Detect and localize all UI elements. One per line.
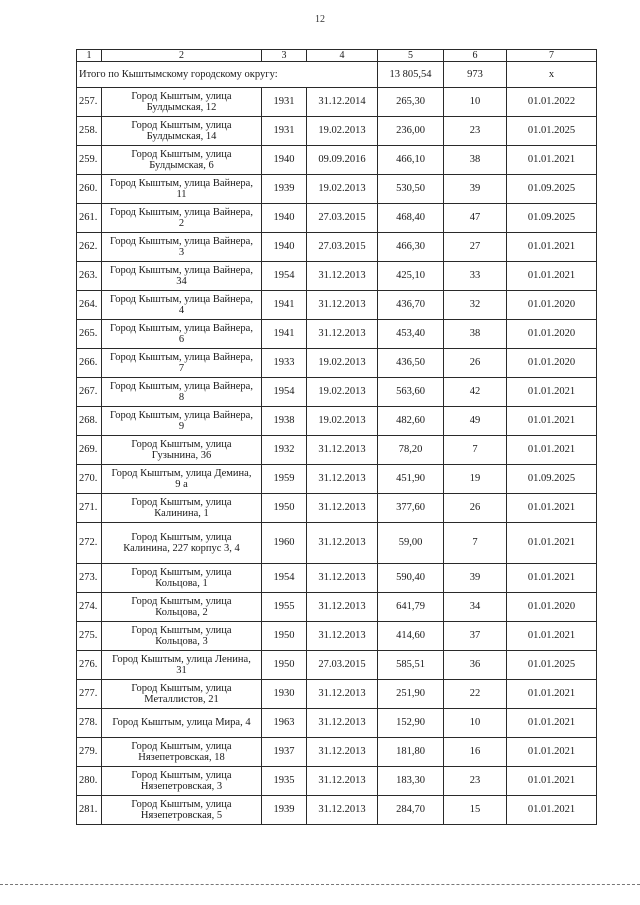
row-number: 279. bbox=[77, 738, 102, 767]
count-cell: 26 bbox=[444, 494, 507, 523]
table-row bbox=[77, 465, 597, 494]
table-row bbox=[77, 523, 597, 564]
total-date: x bbox=[507, 62, 597, 88]
row-number: 272. bbox=[77, 523, 102, 564]
deadline-cell: 01.01.2020 bbox=[507, 593, 597, 622]
table-row bbox=[77, 436, 597, 465]
address-line: Кольцова, 3 bbox=[155, 636, 208, 647]
table-row bbox=[77, 88, 597, 117]
count-cell: 32 bbox=[444, 291, 507, 320]
count-cell: 26 bbox=[444, 349, 507, 378]
address-cell bbox=[102, 709, 262, 738]
area-cell: 482,60 bbox=[378, 407, 444, 436]
deadline-cell: 01.01.2021 bbox=[507, 680, 597, 709]
address-cell bbox=[102, 175, 262, 204]
address-cell bbox=[102, 378, 262, 407]
address-cell bbox=[102, 88, 262, 117]
area-cell: 78,20 bbox=[378, 436, 444, 465]
date-cell: 19.02.2013 bbox=[307, 407, 378, 436]
row-number: 277. bbox=[77, 680, 102, 709]
deadline-cell: 01.01.2021 bbox=[507, 564, 597, 593]
date-cell: 19.02.2013 bbox=[307, 378, 378, 407]
year-cell: 1941 bbox=[262, 320, 307, 349]
area-cell: 451,90 bbox=[378, 465, 444, 494]
address-line: Кольцова, 2 bbox=[155, 607, 208, 618]
table-row bbox=[77, 233, 597, 262]
count-cell: 49 bbox=[444, 407, 507, 436]
row-number: 268. bbox=[77, 407, 102, 436]
area-cell: 414,60 bbox=[378, 622, 444, 651]
address-line: Нязепетровская, 5 bbox=[140, 810, 223, 821]
address-cell bbox=[102, 796, 262, 825]
table-row bbox=[77, 378, 597, 407]
address-cell bbox=[102, 117, 262, 146]
deadline-cell: 01.01.2021 bbox=[507, 378, 597, 407]
address-line: Город Кыштым, улица bbox=[131, 595, 232, 607]
deadline-cell: 01.01.2021 bbox=[507, 523, 597, 564]
column-number: 5 bbox=[378, 50, 444, 62]
date-cell: 31.12.2013 bbox=[307, 291, 378, 320]
date-cell: 31.12.2013 bbox=[307, 680, 378, 709]
footer-rule bbox=[0, 884, 640, 885]
row-number: 260. bbox=[77, 175, 102, 204]
total-row bbox=[77, 62, 597, 88]
date-cell: 31.12.2013 bbox=[307, 523, 378, 564]
count-cell: 10 bbox=[444, 88, 507, 117]
area-cell: 436,70 bbox=[378, 291, 444, 320]
row-number: 258. bbox=[77, 117, 102, 146]
deadline-cell: 01.01.2020 bbox=[507, 320, 597, 349]
year-cell: 1950 bbox=[262, 651, 307, 680]
date-cell: 31.12.2013 bbox=[307, 767, 378, 796]
address-line: Кольцова, 1 bbox=[155, 578, 208, 589]
address-line: Нязепетровская, 3 bbox=[140, 781, 223, 792]
date-cell: 31.12.2014 bbox=[307, 88, 378, 117]
address-line: Город Кыштым, улица bbox=[131, 740, 232, 752]
address-cell bbox=[102, 738, 262, 767]
row-number: 274. bbox=[77, 593, 102, 622]
column-number: 2 bbox=[102, 50, 262, 62]
count-cell: 39 bbox=[444, 175, 507, 204]
count-cell: 19 bbox=[444, 465, 507, 494]
table-row bbox=[77, 175, 597, 204]
address-line: 4 bbox=[178, 305, 185, 316]
date-cell: 19.02.2013 bbox=[307, 117, 378, 146]
date-cell: 27.03.2015 bbox=[307, 204, 378, 233]
row-number: 273. bbox=[77, 564, 102, 593]
table-row bbox=[77, 622, 597, 651]
count-cell: 34 bbox=[444, 593, 507, 622]
deadline-cell: 01.01.2021 bbox=[507, 796, 597, 825]
date-cell: 31.12.2013 bbox=[307, 564, 378, 593]
address-line: Город Кыштым, улица Вайнера, bbox=[110, 409, 253, 421]
address-line: Калинина, 1 bbox=[154, 508, 209, 519]
row-number: 262. bbox=[77, 233, 102, 262]
address-cell bbox=[102, 564, 262, 593]
address-cell bbox=[102, 436, 262, 465]
table-row bbox=[77, 146, 597, 175]
date-cell: 31.12.2013 bbox=[307, 709, 378, 738]
date-cell: 31.12.2013 bbox=[307, 738, 378, 767]
address-cell bbox=[102, 622, 262, 651]
table-row bbox=[77, 349, 597, 378]
address-line: Город Кыштым, улица bbox=[131, 438, 232, 450]
table-row bbox=[77, 117, 597, 146]
year-cell: 1931 bbox=[262, 88, 307, 117]
count-cell: 23 bbox=[444, 117, 507, 146]
count-cell: 42 bbox=[444, 378, 507, 407]
address-line: Город Кыштым, улица Ленина, bbox=[112, 653, 251, 665]
address-cell bbox=[102, 523, 262, 564]
year-cell: 1954 bbox=[262, 378, 307, 407]
row-number: 280. bbox=[77, 767, 102, 796]
area-cell: 425,10 bbox=[378, 262, 444, 291]
table-row bbox=[77, 680, 597, 709]
address-line: Город Кыштым, улица bbox=[131, 798, 232, 810]
area-cell: 265,30 bbox=[378, 88, 444, 117]
column-number: 1 bbox=[77, 50, 102, 62]
address-line: 8 bbox=[178, 392, 185, 403]
count-cell: 38 bbox=[444, 320, 507, 349]
count-cell: 7 bbox=[444, 436, 507, 465]
area-cell: 530,50 bbox=[378, 175, 444, 204]
year-cell: 1935 bbox=[262, 767, 307, 796]
date-cell: 27.03.2015 bbox=[307, 233, 378, 262]
area-cell: 236,00 bbox=[378, 117, 444, 146]
row-number: 265. bbox=[77, 320, 102, 349]
area-cell: 468,40 bbox=[378, 204, 444, 233]
deadline-cell: 01.01.2021 bbox=[507, 407, 597, 436]
table-row bbox=[77, 407, 597, 436]
date-cell: 31.12.2013 bbox=[307, 320, 378, 349]
table-row bbox=[77, 564, 597, 593]
column-number-row bbox=[77, 50, 597, 62]
year-cell: 1937 bbox=[262, 738, 307, 767]
address-line: Город Кыштым, улица bbox=[131, 148, 232, 160]
date-cell: 31.12.2013 bbox=[307, 593, 378, 622]
address-line: 11 bbox=[176, 189, 187, 200]
address-line: Город Кыштым, улица Мира, 4 bbox=[112, 717, 251, 729]
address-line: Город Кыштым, улица Вайнера, bbox=[110, 264, 253, 276]
count-cell: 36 bbox=[444, 651, 507, 680]
row-number: 257. bbox=[77, 88, 102, 117]
deadline-cell: 01.01.2021 bbox=[507, 436, 597, 465]
address-line: 9 bbox=[178, 421, 185, 432]
total-area: 13 805,54 bbox=[378, 62, 444, 88]
address-line: 3 bbox=[178, 247, 185, 258]
year-cell: 1938 bbox=[262, 407, 307, 436]
column-number: 6 bbox=[444, 50, 507, 62]
count-cell: 39 bbox=[444, 564, 507, 593]
table-row bbox=[77, 320, 597, 349]
address-line: Город Кыштым, улица bbox=[131, 119, 232, 131]
year-cell: 1940 bbox=[262, 204, 307, 233]
area-cell: 466,30 bbox=[378, 233, 444, 262]
row-number: 271. bbox=[77, 494, 102, 523]
area-cell: 585,51 bbox=[378, 651, 444, 680]
page-number: 12 bbox=[315, 14, 325, 25]
address-cell bbox=[102, 146, 262, 175]
row-number: 270. bbox=[77, 465, 102, 494]
year-cell: 1939 bbox=[262, 796, 307, 825]
area-cell: 453,40 bbox=[378, 320, 444, 349]
address-cell bbox=[102, 593, 262, 622]
address-line: Гузынина, 36 bbox=[151, 450, 212, 461]
row-number: 269. bbox=[77, 436, 102, 465]
deadline-cell: 01.01.2021 bbox=[507, 262, 597, 291]
address-line: Булдымская, 12 bbox=[146, 102, 217, 113]
address-line: Город Кыштым, улица Вайнера, bbox=[110, 351, 253, 363]
year-cell: 1955 bbox=[262, 593, 307, 622]
address-line: 9 а bbox=[175, 479, 188, 490]
address-line: Город Кыштым, улица bbox=[131, 566, 232, 578]
area-cell: 152,90 bbox=[378, 709, 444, 738]
year-cell: 1940 bbox=[262, 146, 307, 175]
date-cell: 31.12.2013 bbox=[307, 465, 378, 494]
count-cell: 22 bbox=[444, 680, 507, 709]
table-row bbox=[77, 651, 597, 680]
area-cell: 183,30 bbox=[378, 767, 444, 796]
deadline-cell: 01.09.2025 bbox=[507, 204, 597, 233]
table-row bbox=[77, 796, 597, 825]
year-cell: 1933 bbox=[262, 349, 307, 378]
table-row bbox=[77, 262, 597, 291]
date-cell: 31.12.2013 bbox=[307, 796, 378, 825]
row-number: 267. bbox=[77, 378, 102, 407]
address-line: Город Кыштым, улица Вайнера, bbox=[110, 206, 253, 218]
row-number: 275. bbox=[77, 622, 102, 651]
count-cell: 15 bbox=[444, 796, 507, 825]
deadline-cell: 01.01.2022 bbox=[507, 88, 597, 117]
address-line: Город Кыштым, улица Вайнера, bbox=[110, 322, 253, 334]
deadline-cell: 01.01.2021 bbox=[507, 709, 597, 738]
count-cell: 10 bbox=[444, 709, 507, 738]
address-line: Город Кыштым, улица bbox=[131, 769, 232, 781]
address-cell bbox=[102, 494, 262, 523]
count-cell: 47 bbox=[444, 204, 507, 233]
address-line: 6 bbox=[178, 334, 185, 345]
deadline-cell: 01.01.2021 bbox=[507, 146, 597, 175]
table-row bbox=[77, 494, 597, 523]
address-line: Город Кыштым, улица Демина, bbox=[111, 467, 252, 479]
row-number: 266. bbox=[77, 349, 102, 378]
deadline-cell: 01.01.2025 bbox=[507, 117, 597, 146]
column-number: 7 bbox=[507, 50, 597, 62]
table-row bbox=[77, 738, 597, 767]
housing-table bbox=[76, 49, 597, 825]
address-line: Город Кыштым, улица Вайнера, bbox=[110, 235, 253, 247]
deadline-cell: 01.01.2025 bbox=[507, 651, 597, 680]
row-number: 259. bbox=[77, 146, 102, 175]
address-line: Город Кыштым, улица bbox=[131, 90, 232, 102]
table-row bbox=[77, 709, 597, 738]
row-number: 276. bbox=[77, 651, 102, 680]
area-cell: 641,79 bbox=[378, 593, 444, 622]
year-cell: 1963 bbox=[262, 709, 307, 738]
date-cell: 19.02.2013 bbox=[307, 349, 378, 378]
area-cell: 59,00 bbox=[378, 523, 444, 564]
address-cell bbox=[102, 680, 262, 709]
year-cell: 1930 bbox=[262, 680, 307, 709]
area-cell: 590,40 bbox=[378, 564, 444, 593]
row-number: 278. bbox=[77, 709, 102, 738]
address-line: Нязепетровская, 18 bbox=[138, 752, 225, 763]
deadline-cell: 01.01.2020 bbox=[507, 349, 597, 378]
date-cell: 19.02.2013 bbox=[307, 175, 378, 204]
address-cell bbox=[102, 767, 262, 796]
table-row bbox=[77, 204, 597, 233]
address-cell bbox=[102, 233, 262, 262]
column-number: 3 bbox=[262, 50, 307, 62]
count-cell: 27 bbox=[444, 233, 507, 262]
table-row bbox=[77, 291, 597, 320]
year-cell: 1939 bbox=[262, 175, 307, 204]
address-line: 31 bbox=[176, 665, 187, 676]
address-line: Булдымская, 14 bbox=[146, 131, 217, 142]
total-label: Итого по Кыштымскому городскому округу: bbox=[77, 62, 378, 88]
area-cell: 251,90 bbox=[378, 680, 444, 709]
address-line: 7 bbox=[178, 363, 185, 374]
address-line: Металлистов, 21 bbox=[144, 694, 219, 705]
row-number: 261. bbox=[77, 204, 102, 233]
total-count: 973 bbox=[444, 62, 507, 88]
row-number: 263. bbox=[77, 262, 102, 291]
count-cell: 37 bbox=[444, 622, 507, 651]
area-cell: 284,70 bbox=[378, 796, 444, 825]
table-row bbox=[77, 767, 597, 796]
address-cell bbox=[102, 204, 262, 233]
year-cell: 1959 bbox=[262, 465, 307, 494]
count-cell: 23 bbox=[444, 767, 507, 796]
area-cell: 466,10 bbox=[378, 146, 444, 175]
deadline-cell: 01.01.2021 bbox=[507, 738, 597, 767]
area-cell: 563,60 bbox=[378, 378, 444, 407]
date-cell: 31.12.2013 bbox=[307, 494, 378, 523]
address-cell bbox=[102, 651, 262, 680]
address-cell bbox=[102, 320, 262, 349]
count-cell: 38 bbox=[444, 146, 507, 175]
date-cell: 31.12.2013 bbox=[307, 436, 378, 465]
address-line: Город Кыштым, улица Вайнера, bbox=[110, 177, 253, 189]
area-cell: 377,60 bbox=[378, 494, 444, 523]
year-cell: 1954 bbox=[262, 262, 307, 291]
date-cell: 31.12.2013 bbox=[307, 262, 378, 291]
year-cell: 1940 bbox=[262, 233, 307, 262]
address-line: 34 bbox=[176, 276, 187, 287]
address-cell bbox=[102, 349, 262, 378]
year-cell: 1950 bbox=[262, 622, 307, 651]
count-cell: 7 bbox=[444, 523, 507, 564]
deadline-cell: 01.01.2021 bbox=[507, 767, 597, 796]
address-line: Город Кыштым, улица Вайнера, bbox=[110, 380, 253, 392]
year-cell: 1932 bbox=[262, 436, 307, 465]
address-line: 2 bbox=[178, 218, 185, 229]
row-number: 281. bbox=[77, 796, 102, 825]
deadline-cell: 01.01.2021 bbox=[507, 233, 597, 262]
address-line: Калинина, 227 корпус 3, 4 bbox=[123, 543, 240, 554]
count-cell: 33 bbox=[444, 262, 507, 291]
deadline-cell: 01.01.2020 bbox=[507, 291, 597, 320]
year-cell: 1954 bbox=[262, 564, 307, 593]
year-cell: 1941 bbox=[262, 291, 307, 320]
area-cell: 436,50 bbox=[378, 349, 444, 378]
deadline-cell: 01.09.2025 bbox=[507, 465, 597, 494]
year-cell: 1960 bbox=[262, 523, 307, 564]
area-cell: 181,80 bbox=[378, 738, 444, 767]
address-cell bbox=[102, 465, 262, 494]
count-cell: 16 bbox=[444, 738, 507, 767]
date-cell: 27.03.2015 bbox=[307, 651, 378, 680]
table-row bbox=[77, 593, 597, 622]
address-cell bbox=[102, 291, 262, 320]
address-line: Булдымская, 6 bbox=[149, 160, 214, 171]
column-number: 4 bbox=[307, 50, 378, 62]
deadline-cell: 01.01.2021 bbox=[507, 494, 597, 523]
address-line: Город Кыштым, улица bbox=[131, 496, 232, 508]
year-cell: 1950 bbox=[262, 494, 307, 523]
year-cell: 1931 bbox=[262, 117, 307, 146]
address-line: Город Кыштым, улица bbox=[131, 624, 232, 636]
address-cell bbox=[102, 262, 262, 291]
address-line: Город Кыштым, улица bbox=[131, 682, 232, 694]
address-line: Город Кыштым, улица Вайнера, bbox=[110, 293, 253, 305]
date-cell: 31.12.2013 bbox=[307, 622, 378, 651]
deadline-cell: 01.01.2021 bbox=[507, 622, 597, 651]
row-number: 264. bbox=[77, 291, 102, 320]
address-line: Город Кыштым, улица bbox=[131, 531, 232, 543]
date-cell: 09.09.2016 bbox=[307, 146, 378, 175]
address-cell bbox=[102, 407, 262, 436]
deadline-cell: 01.09.2025 bbox=[507, 175, 597, 204]
